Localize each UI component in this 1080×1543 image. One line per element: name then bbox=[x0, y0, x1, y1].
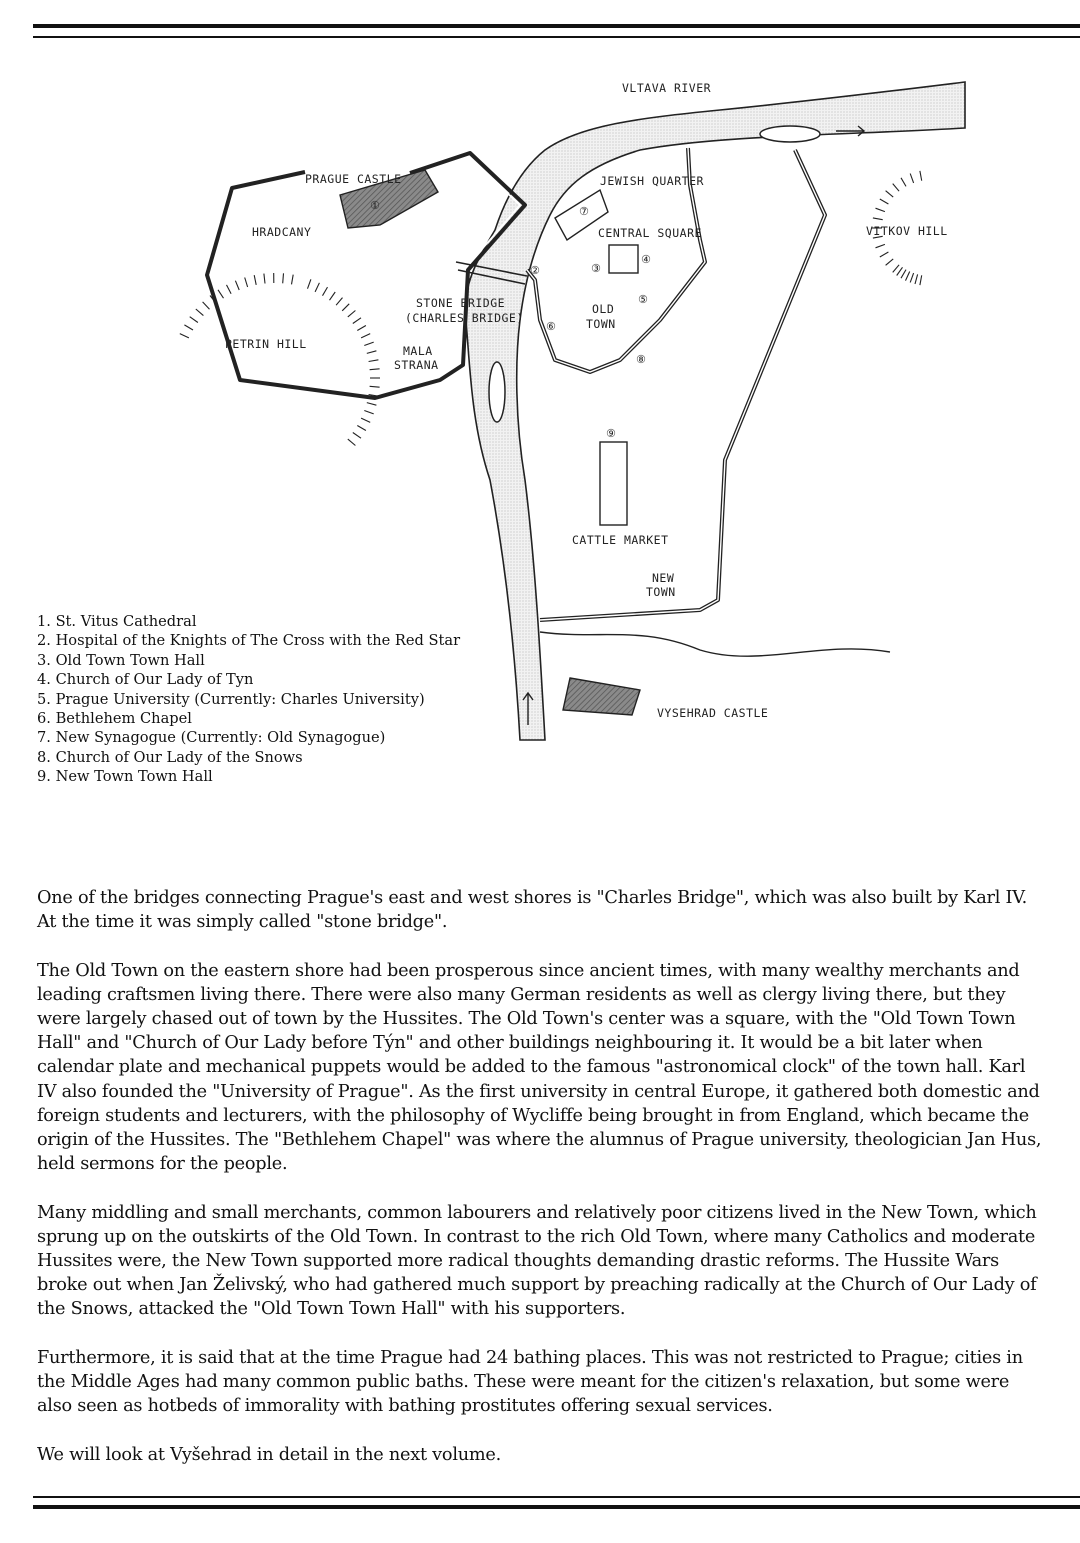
hachure-line bbox=[184, 325, 193, 330]
label-central-square: CENTRAL SQUARE bbox=[598, 226, 702, 240]
hachure-line bbox=[897, 267, 903, 275]
legend-item: 8. Church of Our Lady of the Snows bbox=[37, 748, 303, 766]
hachure-line bbox=[901, 270, 906, 279]
hachure-line bbox=[323, 287, 328, 296]
hachure-line bbox=[369, 360, 379, 362]
bottom-rule-thick bbox=[33, 1505, 1080, 1509]
legend-item: 7. New Synagogue (Currently: Old Synagogue) bbox=[37, 729, 386, 747]
hachure-line bbox=[364, 411, 373, 414]
hachure-line bbox=[893, 265, 899, 273]
marker-4: ④ bbox=[641, 253, 651, 266]
hachure-line bbox=[906, 272, 910, 281]
legend-item: 4. Church of Our Lady of Tyn bbox=[37, 671, 254, 689]
label-charles-bridge: (CHARLES BRIDGE) bbox=[405, 311, 524, 325]
label-stone-bridge: STONE BRIDGE bbox=[416, 296, 506, 310]
paragraph: One of the bridges connecting Prague's east and west shores is "Charles Bridge", which was also built by Karl IV. At the time it was simply called "stone bridge". bbox=[37, 888, 1028, 933]
hachure-line bbox=[920, 171, 922, 181]
hachure-line bbox=[367, 351, 377, 354]
legend-item: 3. Old Town Town Hall bbox=[37, 651, 205, 669]
hachure-line bbox=[370, 369, 380, 370]
old-town-hall-building bbox=[609, 245, 638, 273]
hachure-line bbox=[901, 178, 906, 187]
label-vitkov-hill: VITKOV HILL bbox=[866, 224, 948, 238]
label-vltava-river: VLTAVA RIVER bbox=[622, 81, 712, 95]
legend-item: 9. New Town Town Hall bbox=[37, 768, 213, 786]
label-petrin-hill: PETRIN HILL bbox=[225, 337, 307, 351]
hachure-line bbox=[353, 433, 361, 439]
marker-7: ⑦ bbox=[579, 205, 589, 218]
hachure-line bbox=[886, 191, 894, 197]
hachure-line bbox=[910, 174, 913, 183]
vysehrad-castle-building bbox=[563, 678, 640, 715]
hachure-line bbox=[886, 259, 894, 265]
hachure-line bbox=[915, 274, 918, 284]
hachure-line bbox=[336, 298, 342, 306]
hachure-line bbox=[292, 275, 294, 285]
hachure-line bbox=[315, 283, 319, 292]
hachure-line bbox=[348, 311, 356, 317]
legend-item: 5. Prague University (Currently: Charles University) bbox=[37, 690, 425, 708]
hachure-line bbox=[283, 273, 284, 283]
hachure-line bbox=[353, 318, 361, 324]
label-cattle-market: CATTLE MARKET bbox=[572, 533, 669, 547]
label-new-town-line2: TOWN bbox=[646, 585, 676, 599]
marker-6: ⑥ bbox=[546, 320, 556, 333]
hachure-line bbox=[361, 418, 370, 422]
label-vysehrad-castle: VYSEHRAD CASTLE bbox=[657, 706, 769, 720]
hachure-line bbox=[245, 278, 248, 288]
petrin-hill-hachures bbox=[180, 273, 380, 446]
hachure-line bbox=[893, 184, 899, 192]
brook-south-bank bbox=[543, 644, 890, 669]
marker-2: ② bbox=[530, 264, 540, 277]
hachure-line bbox=[364, 342, 373, 345]
hachure-line bbox=[330, 292, 336, 300]
article-body bbox=[37, 886, 1047, 1491]
label-new-town-line1: NEW bbox=[652, 571, 675, 585]
brook bbox=[540, 632, 890, 656]
hachure-line bbox=[357, 426, 366, 431]
label-old-town-line1: OLD bbox=[592, 302, 615, 316]
paragraph: Many middling and small merchants, common labourers and relatively poor citizens lived in the New Town, which sprung up on the outskirts of the Old Town. In contrast to the rich Old Town, where many Catholics and moderate Hussites were, the New Town supported more radical thoughts demanding drastic reforms. The Hussite Wars broke out when Jan Želivský, who had gathered much support by preaching radically at the Church of Our Lady of the Snows, attacked the "Old Town Town Hall" with his supporters. bbox=[37, 1202, 1037, 1320]
hachure-line bbox=[308, 279, 311, 288]
hachure-line bbox=[203, 302, 210, 309]
marker-9: ⑨ bbox=[606, 427, 616, 440]
label-mala-strana-line2: STRANA bbox=[394, 358, 439, 372]
legend-item: 2. Hospital of the Knights of The Cross with the Red Star bbox=[37, 632, 461, 650]
hachure-line bbox=[348, 439, 356, 445]
new-town-town-hall-building bbox=[600, 442, 627, 525]
label-mala-strana-line1: MALA bbox=[403, 344, 433, 358]
hachure-line bbox=[876, 244, 885, 247]
paragraph: Furthermore, it is said that at the time Prague had 24 bathing places. This was not restricted to Prague; cities in the Middle Ages had many common public baths. These were meant for the citizen's relaxation, but some were also seen as hotbeds of immorality with bathing prostitutes offering sexual services. bbox=[37, 1347, 1023, 1417]
bottom-rule-thin bbox=[33, 1496, 1080, 1498]
river-island-kampa bbox=[489, 362, 505, 422]
marker-1: ① bbox=[370, 199, 380, 212]
label-prague-castle: PRAGUE CASTLE bbox=[305, 172, 402, 186]
hachure-line bbox=[227, 285, 232, 294]
hachure-line bbox=[370, 386, 380, 387]
legend-item: 1. St. Vitus Cathedral bbox=[37, 613, 197, 630]
label-old-town-line2: TOWN bbox=[586, 317, 616, 331]
vltava-river bbox=[465, 82, 965, 740]
marker-8: ⑧ bbox=[636, 353, 646, 366]
hachure-line bbox=[235, 281, 239, 290]
label-hradcany: HRADCANY bbox=[252, 225, 312, 239]
hachure-line bbox=[876, 208, 885, 211]
hachure-line bbox=[910, 273, 913, 282]
hachure-line bbox=[361, 334, 370, 338]
label-jewish-quarter: JEWISH QUARTER bbox=[600, 174, 704, 188]
river-island-east bbox=[760, 126, 820, 142]
marker-5: ⑤ bbox=[638, 293, 648, 306]
hachure-line bbox=[180, 334, 189, 338]
hachure-line bbox=[196, 309, 204, 316]
hachure-line bbox=[880, 199, 889, 204]
hachure-line bbox=[873, 218, 883, 220]
hachure-line bbox=[357, 326, 366, 331]
hachure-line bbox=[880, 252, 889, 257]
paragraph: The Old Town on the eastern shore had been prosperous since ancient times, with many wealthy merchants and leading craftsmen living there. There were also many German residents as well as clergy living there, but they were largely chased out of town by the Hussites. The Old Town's center was a square, with the "Old Town Town Hall" and "Church of Our Lady before Týn" and other buildings neighbouring it. It would be a bit later when calendar plate and mechanical puppets would be added to the famous "astronomical clock" of the town hall. Karl IV also founded the "University of Prague". As the first university in central Europe, it gathered both domestic and foreign students and lecturers, with the philosophy of Wycliffe being brought in from England, which became the origin of the Hussites. The "Bethlehem Chapel" was where the alumnus of Prague university, theologician Jan Hus, held sermons for the people. bbox=[37, 960, 1042, 1175]
marker-3: ③ bbox=[591, 262, 601, 275]
legend-item: 6. Bethlehem Chapel bbox=[37, 710, 192, 728]
hachure-line bbox=[254, 275, 256, 285]
hachure-line bbox=[367, 403, 377, 406]
map-legend bbox=[37, 612, 460, 787]
hachure-line bbox=[264, 274, 265, 284]
hachure-line bbox=[920, 275, 922, 285]
hachure-line bbox=[190, 317, 198, 323]
paragraph: We will look at Vyšehrad in detail in the next volume. bbox=[37, 1444, 501, 1465]
hachure-line bbox=[342, 304, 349, 311]
